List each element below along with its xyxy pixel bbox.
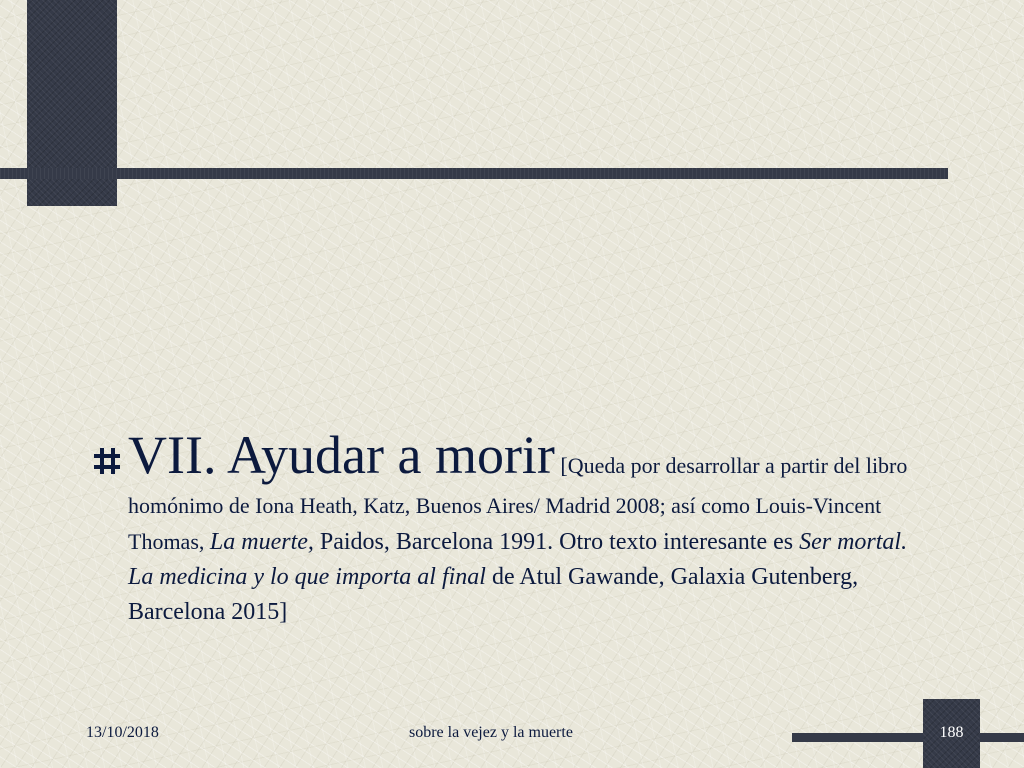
decorative-top-rule	[0, 168, 948, 179]
footer-page-number: 188	[939, 724, 964, 741]
footer-title: sobre la vejez y la muerte	[409, 724, 573, 741]
slide-heading: VII. Ayudar a morir	[128, 425, 555, 485]
slide-content	[94, 422, 934, 630]
footer-date: 13/10/2018	[86, 724, 159, 741]
body-text-2: Paidos, Barcelona 1991. Otro texto interesante es	[313, 529, 800, 555]
body-text-italic-1: La muerte,	[209, 529, 314, 555]
hash-bullet-icon	[94, 448, 120, 474]
body-text-3: de Atul Gawande, Galaxia Gutenberg, Barcelona 2015]	[128, 564, 859, 625]
bullet-paragraph	[128, 422, 934, 630]
body-text-1: [Queda por desarrollar a partir del libro homónimo de Iona Heath, Katz, Buenos Aires/ Madrid 2008; así como Louis-Vincent Thomas,	[128, 453, 908, 554]
body-text-italic-2: Ser mortal. La medicina y lo que importa al final	[128, 529, 908, 590]
decorative-bottom-rule	[792, 733, 1024, 742]
